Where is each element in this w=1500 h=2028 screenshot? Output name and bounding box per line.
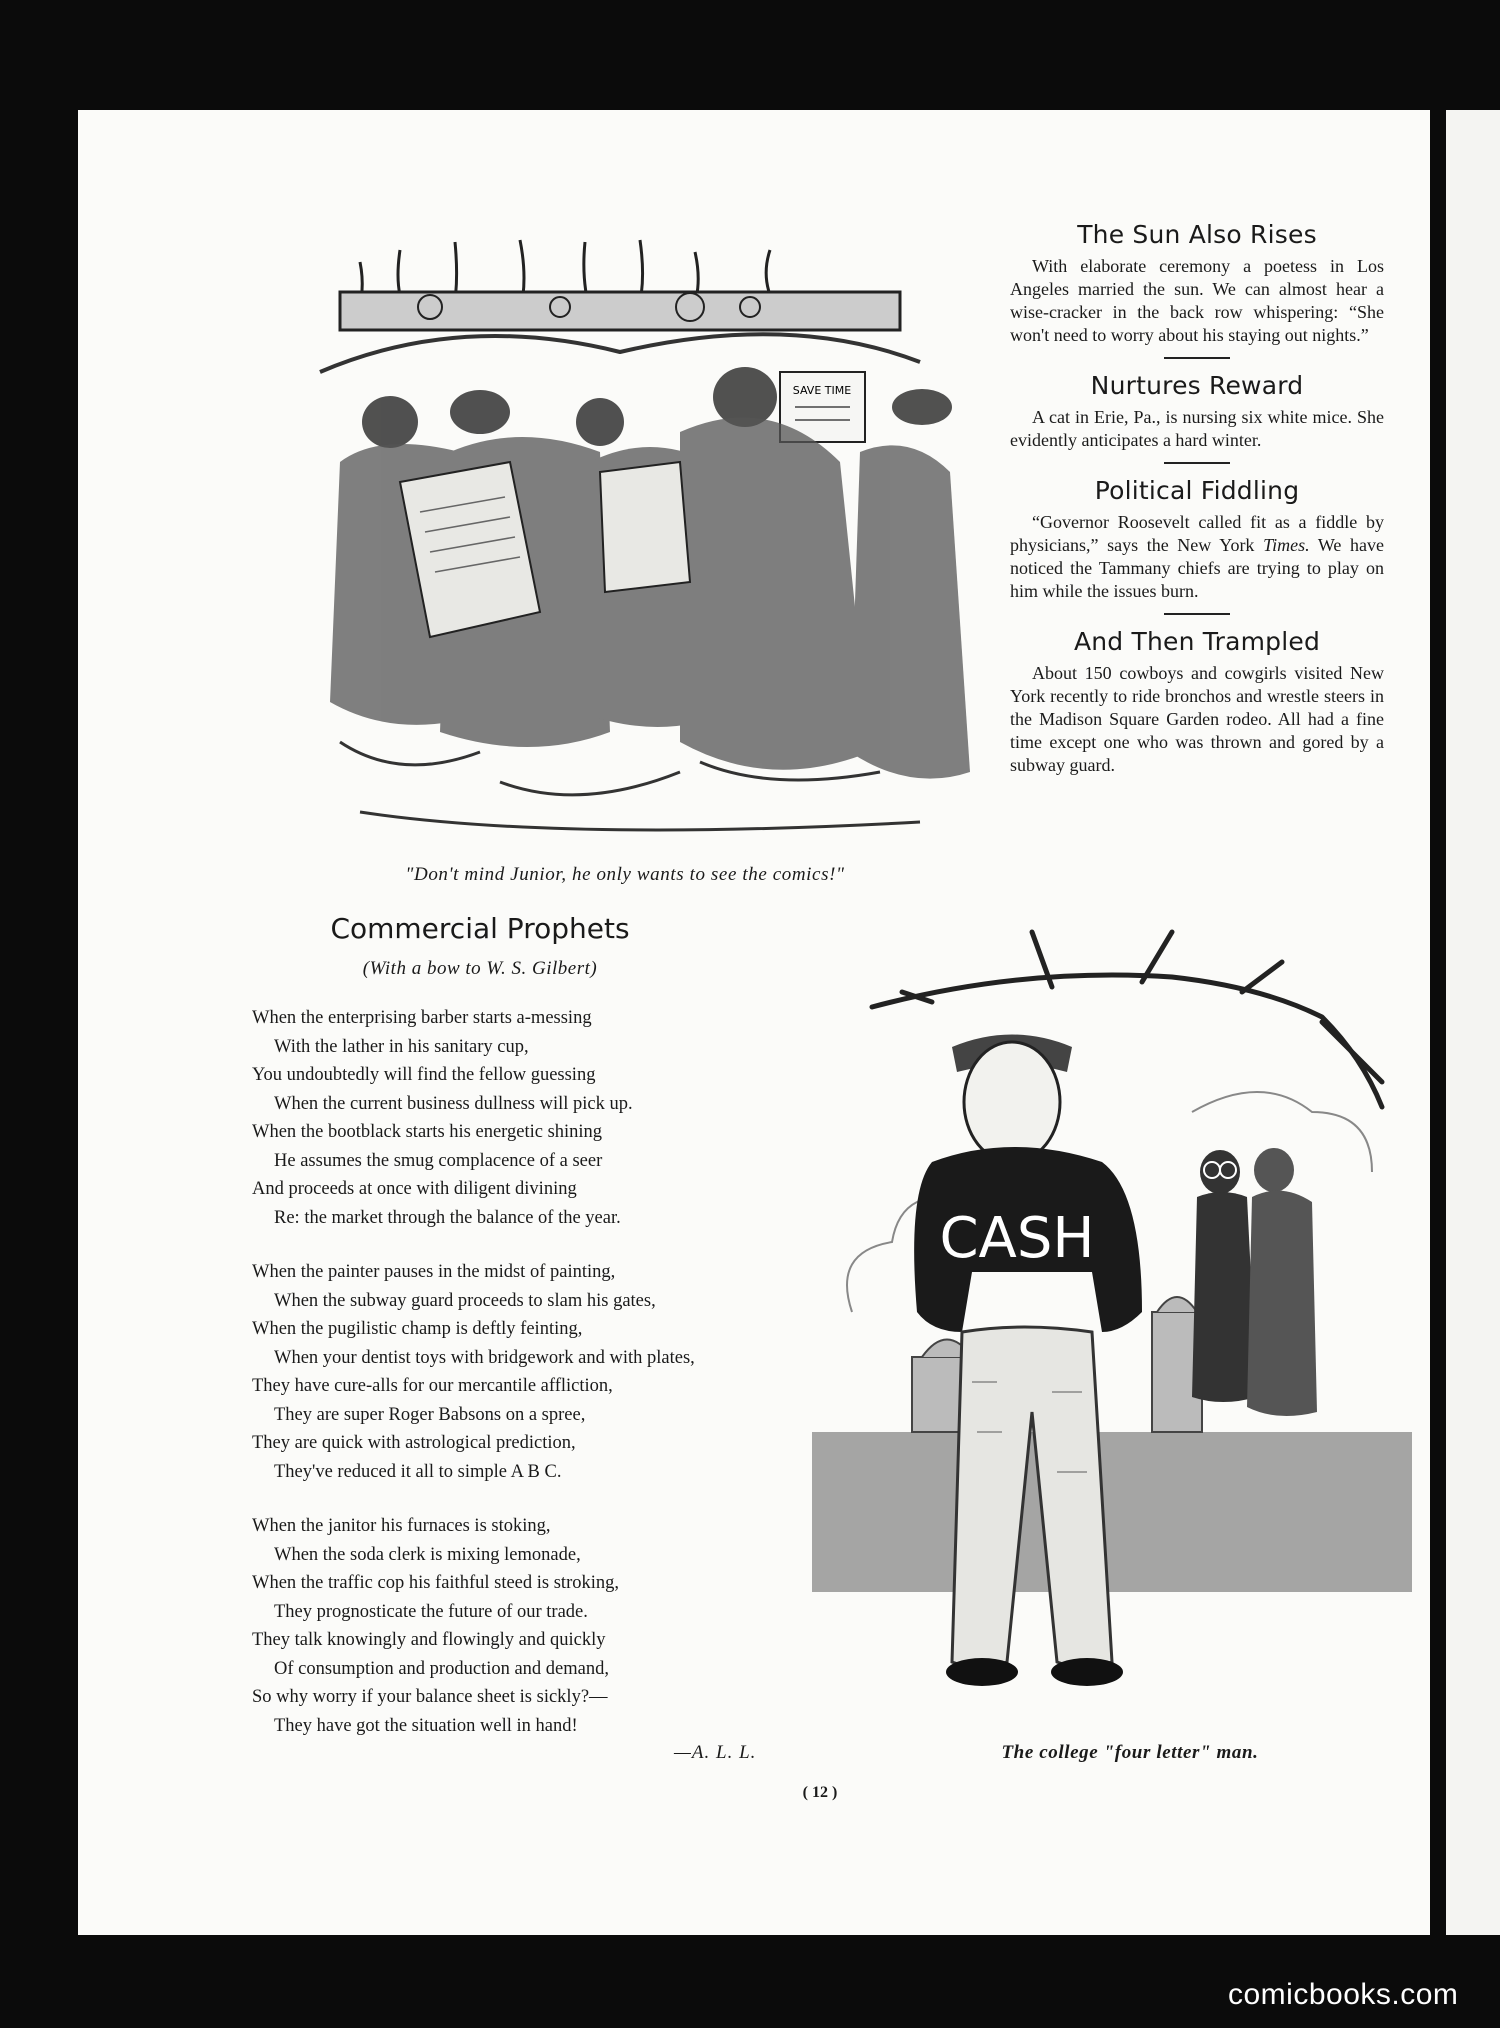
poem-line: You undoubtedly will find the fellow guessing <box>252 1065 596 1085</box>
stanza <box>252 1512 872 1740</box>
news-item-and-then-trampled <box>1010 627 1384 777</box>
poem-line: When the traffic cop his faithful steed is stroking, <box>252 1573 619 1593</box>
poem-line: They are super Roger Babsons on a spree, <box>274 1404 586 1425</box>
stanza <box>252 1258 872 1486</box>
news-body: About 150 cowboys and cowgirls visited New York recently to ride bronchos and wrestle steers in the Madison Square Garden rodeo. All had a fine time except one who was thrown and gored by a subway guard. <box>1010 663 1384 775</box>
news-body-text: “Governor Roosevelt called fit as a fiddle by physicians,” says the New York <box>1010 512 1384 555</box>
poem-line: So why worry if your balance sheet is sickly?— <box>252 1687 608 1707</box>
news-body: A cat in Erie, Pa., is nursing six white mice. She evidently anticipates a hard winter. <box>1010 407 1384 450</box>
poem-line: When the soda clerk is mixing lemonade, <box>274 1544 581 1565</box>
poem-line: When the subway guard proceeds to slam his gates, <box>274 1290 656 1311</box>
poem-line: They've reduced it all to simple A B C. <box>274 1461 562 1482</box>
poem-line: They have cure-alls for our mercantile affliction, <box>252 1376 613 1396</box>
news-item-sun-also-rises <box>1010 220 1384 347</box>
poem-line: They have got the situation well in hand! <box>274 1715 578 1736</box>
adjacent-page-edge <box>1446 110 1500 1935</box>
poem-body <box>252 1004 872 1766</box>
page-number: ( 12 ) <box>802 1784 838 1801</box>
headline: Nurtures Reward <box>1090 371 1304 400</box>
poem-line: He assumes the smug complacence of a seer <box>274 1150 603 1171</box>
stanza <box>252 1004 872 1232</box>
poem-line: When the enterprising barber starts a-messing <box>252 1008 592 1028</box>
news-body-text: We have noticed the Tammany chiefs are trying to play on him while the issues burn. <box>1010 535 1384 601</box>
newspaper-name: Times. <box>1263 535 1310 555</box>
divider-rule <box>1164 357 1230 359</box>
poem-line: They are quick with astrological prediction, <box>252 1433 576 1453</box>
headline: Political Fiddling <box>1094 476 1300 505</box>
news-column <box>1010 220 1384 777</box>
poem-title: Commercial Prophets <box>330 912 630 945</box>
save-time-sign: SAVE TIME <box>792 384 852 397</box>
news-item-nurtures-reward <box>1010 371 1384 452</box>
poem-line: They prognosticate the future of our trade. <box>274 1601 588 1622</box>
poem-line: And proceeds at once with diligent divining <box>252 1179 577 1199</box>
poem-line: When your dentist toys with bridgework and with plates, <box>274 1347 695 1368</box>
poem-line: Re: the market through the balance of the year. <box>274 1207 621 1228</box>
news-body: With elaborate ceremony a poetess in Los Angeles married the sun. We can almost hear a wise-cracker in the back row whispering: “She won't need to worry about his staying out nights.” <box>1010 256 1384 345</box>
poem-line: When the bootblack starts his energetic shining <box>252 1122 603 1142</box>
poem-line: Of consumption and production and demand, <box>274 1658 609 1679</box>
poem-line: They talk knowingly and flowingly and quickly <box>252 1630 606 1650</box>
divider-rule <box>1164 613 1230 615</box>
poem-line: When the current business dullness will pick up. <box>274 1093 633 1114</box>
bottom-cartoon-caption: The college "four letter" man. <box>1001 1742 1259 1763</box>
site-watermark: comicbooks.com <box>1228 1978 1459 2011</box>
top-cartoon-caption: "Don't mind Junior, he only wants to see the comics!" <box>405 864 845 885</box>
headline: And Then Trampled <box>1073 627 1321 656</box>
subway-cartoon <box>300 222 980 850</box>
poem-line: When the pugilistic champ is deftly feinting, <box>252 1319 583 1339</box>
divider-rule <box>1164 462 1230 464</box>
news-item-political-fiddling <box>1010 476 1384 603</box>
poem-line: When the janitor his furnaces is stoking, <box>252 1516 551 1536</box>
poem-signature: —A. L. L. <box>674 1742 757 1763</box>
news-body <box>1010 511 1384 603</box>
poem-line: When the painter pauses in the midst of painting, <box>252 1262 616 1282</box>
poem-line: With the lather in his sanitary cup, <box>274 1036 529 1057</box>
college-man-cartoon <box>812 912 1412 1732</box>
sweater-lettering: CASH <box>939 1206 1095 1271</box>
headline: The Sun Also Rises <box>1077 220 1317 249</box>
poem-subtitle: (With a bow to W. S. Gilbert) <box>362 958 598 979</box>
